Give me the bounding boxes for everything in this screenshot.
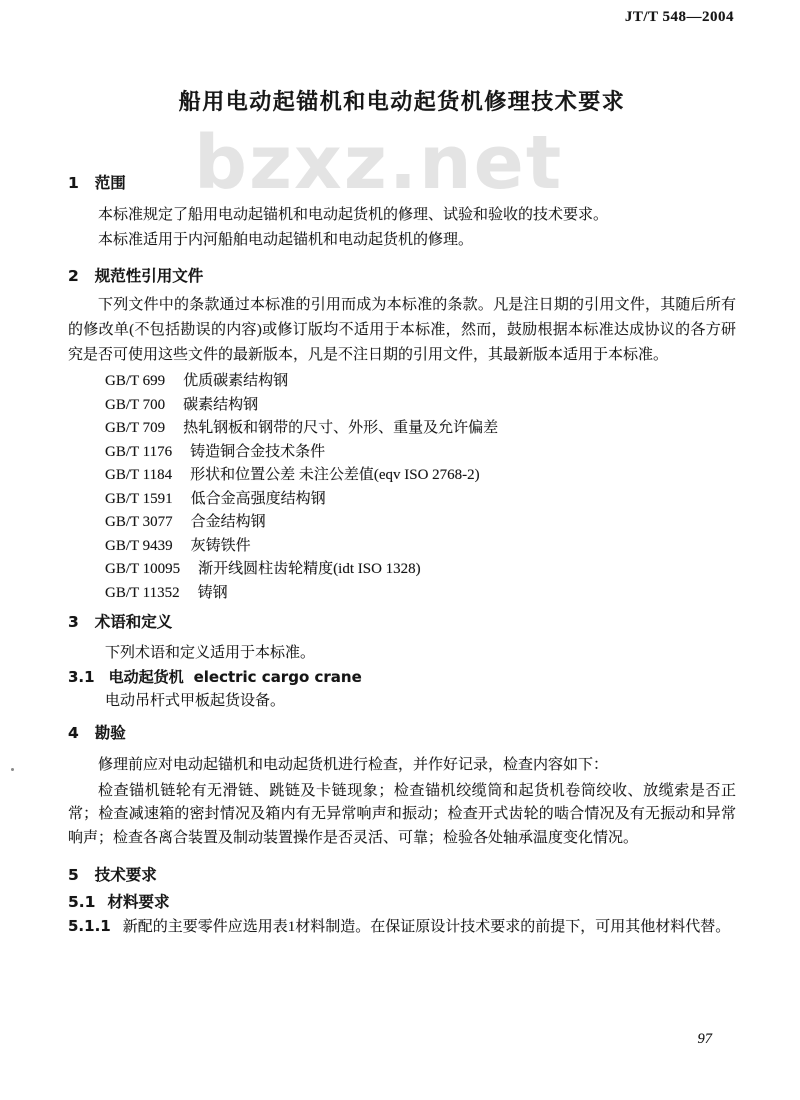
reference-title: 形状和位置公差 未注公差值(eqv ISO 2768-2) bbox=[190, 467, 480, 483]
reference-title: 碳素结构钢 bbox=[183, 396, 259, 413]
reference-item bbox=[68, 558, 736, 582]
section-2-title: 规范性引用文件 bbox=[94, 267, 204, 285]
section-1-paragraph-2: 本标准适用于内河船舶电动起锚机和电动起货机的修理。 bbox=[98, 232, 474, 248]
reference-code: GB/T 1184 bbox=[105, 467, 173, 483]
reference-code: GB/T 709 bbox=[105, 420, 166, 436]
reference-title: 热轧钢板和钢带的尺寸、外形、重量及允许偏差 bbox=[183, 420, 499, 436]
reference-title: 低合金高强度结构钢 bbox=[190, 490, 326, 507]
reference-title: 合金结构钢 bbox=[190, 514, 266, 530]
section-4-paragraph-1: 修理前应对电动起锚机和电动起货机进行检查，并作好记录，检查内容如下： bbox=[98, 757, 609, 773]
normative-references-list bbox=[68, 370, 736, 605]
term-number: 3.1 bbox=[68, 668, 95, 686]
document-title: 船用电动起锚机和电动起货机修理技术要求 bbox=[178, 90, 626, 115]
section-5-title: 技术要求 bbox=[94, 866, 157, 884]
reference-item bbox=[68, 511, 736, 535]
reference-item bbox=[68, 370, 736, 394]
section-3-heading bbox=[68, 612, 736, 632]
section-1-heading bbox=[68, 173, 736, 193]
section-3-title: 术语和定义 bbox=[94, 613, 173, 631]
term-english: electric cargo crane bbox=[193, 668, 362, 686]
term-definition-text: 电动吊杆式甲板起货设备。 bbox=[105, 693, 286, 709]
reference-title: 渐开线圆柱齿轮精度(idt ISO 1328) bbox=[198, 561, 421, 577]
reference-item bbox=[68, 417, 736, 441]
section-2-heading bbox=[68, 266, 736, 286]
clause-5-1-1 bbox=[68, 915, 736, 940]
clause-5-1-1-number: 5.1.1 bbox=[68, 917, 111, 935]
section-2-intro: 下列文件中的条款通过本标准的引用而成为本标准的条款。凡是注日期的引用文件，其随后所有的修改单(不包括勘误的内容)或修订版均不适用于本标准，然而，鼓励根据本标准达成协议的各方研究是否可使用这些文件的最新版本，凡是不注日期的引用文件，其最新版本适用于本标准。 bbox=[68, 297, 736, 363]
standard-code: JT/T 548—2004 bbox=[624, 9, 734, 25]
clause-5-1-1-text: 新配的主要零件应选用表1材料制造。在保证原设计技术要求的前提下，可用其他材料代替。 bbox=[122, 919, 731, 935]
reference-item bbox=[68, 488, 736, 512]
reference-item bbox=[68, 535, 736, 559]
section-5-heading bbox=[68, 865, 736, 885]
reference-code: GB/T 1176 bbox=[105, 443, 173, 460]
watermark-text: bzxz.net bbox=[194, 120, 564, 206]
reference-code: GB/T 10095 bbox=[105, 561, 181, 577]
reference-code: GB/T 1591 bbox=[105, 490, 173, 507]
reference-title: 铸造铜合金技术条件 bbox=[190, 443, 326, 460]
reference-title: 灰铸铁件 bbox=[190, 537, 251, 554]
reference-code: GB/T 11352 bbox=[105, 584, 180, 601]
section-4-number: 4 bbox=[68, 724, 79, 742]
reference-item bbox=[68, 582, 736, 606]
reference-title: 铸钢 bbox=[197, 584, 228, 601]
section-5-1-title: 材料要求 bbox=[107, 893, 170, 911]
section-1-paragraph-1: 本标准规定了船用电动起锚机和电动起货机的修理、试验和验收的技术要求。 bbox=[98, 207, 609, 223]
section-5-1-number: 5.1 bbox=[68, 893, 96, 911]
document-body bbox=[0, 88, 800, 940]
reference-title: 优质碳素结构钢 bbox=[183, 373, 289, 389]
section-3-intro: 下列术语和定义适用于本标准。 bbox=[105, 645, 316, 661]
section-2-number: 2 bbox=[68, 267, 79, 285]
section-4-title: 勘验 bbox=[94, 724, 126, 742]
page-number: 97 bbox=[697, 1031, 712, 1047]
section-4-paragraph-2: 检查锚机链轮有无滑链、跳链及卡链现象；检查锚机绞缆筒和起货机卷筒绞收、放缆索是否正常；检查减速箱的密封情况及箱内有无异常响声和振动；检查开式齿轮的啮合情况及有无振动和异常响声；检查各离合装置及制动装置操作是否灵活、可靠；检验各处轴承温度变化情况。 bbox=[68, 782, 736, 846]
term-chinese: 电动起货机 bbox=[108, 668, 184, 686]
reference-code: GB/T 9439 bbox=[105, 537, 173, 554]
section-5-1-heading bbox=[68, 892, 736, 912]
reference-code: GB/T 700 bbox=[105, 396, 166, 413]
reference-item bbox=[68, 441, 736, 465]
term-definition-heading bbox=[68, 665, 736, 689]
reference-item bbox=[68, 464, 736, 488]
reference-code: GB/T 3077 bbox=[105, 514, 173, 530]
section-4-heading bbox=[68, 723, 736, 743]
reference-code: GB/T 699 bbox=[105, 373, 166, 389]
section-5-number: 5 bbox=[68, 866, 79, 884]
section-1-number: 1 bbox=[68, 174, 79, 192]
section-1-title: 范围 bbox=[94, 174, 126, 192]
reference-item bbox=[68, 394, 736, 418]
section-3-number: 3 bbox=[68, 613, 79, 631]
